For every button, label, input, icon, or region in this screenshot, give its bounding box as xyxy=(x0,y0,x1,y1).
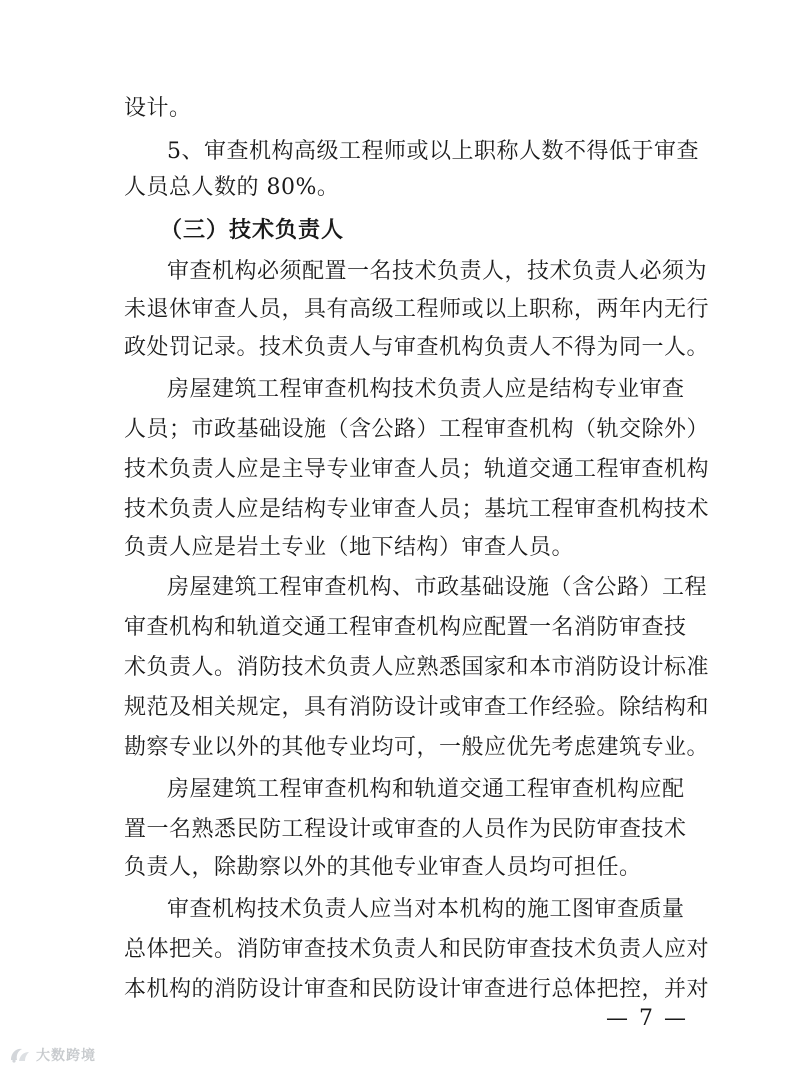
text-line: 勘察专业以外的其他专业均可，一般应优先考虑建筑专业。 xyxy=(124,735,710,760)
watermark-logo-icon xyxy=(8,1046,32,1064)
text-line: 人员；市政基础设施（含公路）工程审查机构（轨交除外） xyxy=(124,417,710,442)
watermark xyxy=(8,1044,96,1066)
text-line: 审查机构和轨道交通工程审查机构应配置一名消防审查技 xyxy=(124,615,687,640)
text-line: 总体把关。消防审查技术负责人和民防审查技术负责人应对 xyxy=(124,937,710,962)
text-line: 审查机构必须配置一名技术负责人，技术负责人必须为 xyxy=(167,259,708,284)
text-line: 房屋建筑工程审查机构和轨道交通工程审查机构应配 xyxy=(167,777,685,802)
text-line: 设计。 xyxy=(124,96,192,121)
text-line: 房屋建筑工程审查机构、市政基础设施（含公路）工程 xyxy=(167,575,708,600)
text-line: 审查机构技术负责人应当对本机构的施工图审查质量 xyxy=(167,897,685,922)
text-line: 房屋建筑工程审查机构技术负责人应是结构专业审查 xyxy=(167,377,685,402)
text-line: 未退休审查人员，具有高级工程师或以上职称，两年内无行 xyxy=(124,297,710,322)
text-line: 本机构的消防设计审查和民防设计审查进行总体把控，并对 xyxy=(124,977,710,1002)
watermark-text: 大数跨境 xyxy=(36,1048,96,1064)
page-number: — 7 — xyxy=(606,1006,688,1031)
text-line: 技术负责人应是主导专业审查人员；轨道交通工程审查机构 xyxy=(124,457,710,482)
text-line: 负责人，除勘察以外的其他专业审查人员均可担任。 xyxy=(124,855,642,880)
text-line: 术负责人。消防技术负责人应熟悉国家和本市消防设计标准 xyxy=(124,655,710,680)
text-line: 政处罚记录。技术负责人与审查机构负责人不得为同一人。 xyxy=(124,335,710,360)
section-heading: （三）技术负责人 xyxy=(160,217,345,243)
text-line: 规范及相关规定，具有消防设计或审查工作经验。除结构和 xyxy=(124,695,710,720)
text-line: 5、审查机构高级工程师或以上职称人数不得低于审查 xyxy=(167,139,699,164)
text-line: 技术负责人应是结构专业审查人员；基坑工程审查机构技术 xyxy=(124,497,710,522)
text-line: 人员总人数的 80%。 xyxy=(124,175,340,200)
text-line: 负责人应是岩土专业（地下结构）审查人员。 xyxy=(124,535,575,560)
text-line: 置一名熟悉民防工程设计或审查的人员作为民防审查技术 xyxy=(124,817,687,842)
